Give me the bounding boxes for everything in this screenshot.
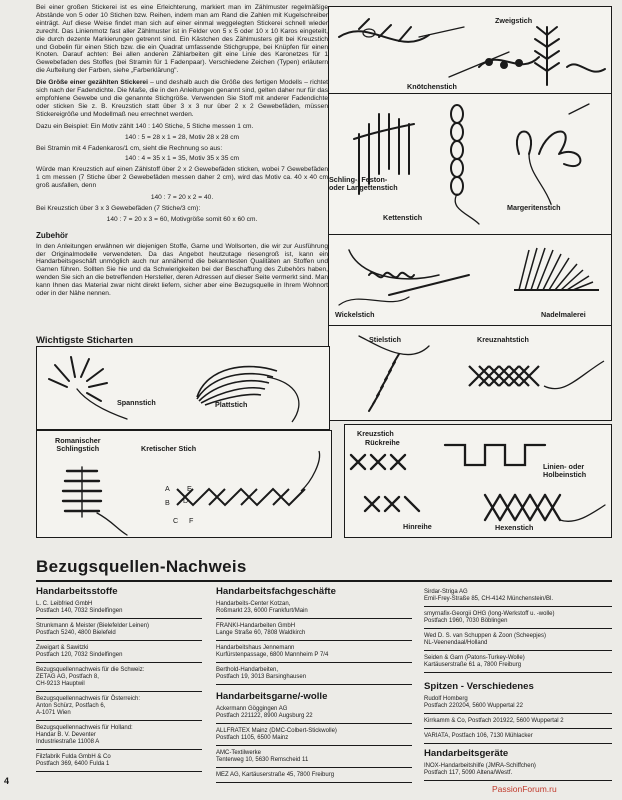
- address-line: Industriestraße 11008 A: [36, 739, 100, 745]
- address-entry: [216, 771, 412, 783]
- column-stoffe: [36, 588, 202, 775]
- address-line: A-1071 Wien: [36, 710, 71, 716]
- address-line: Postfach 220204, 5600 Wuppertal 22: [424, 703, 523, 709]
- address-line: Handarbeitshaus Jennemann: [216, 645, 295, 651]
- label-kettenstich: Kettenstich: [383, 213, 423, 222]
- address-line: Bezugsquellennachweis für Holland:: [36, 725, 133, 731]
- heading-spitzen: Spitzen - Verschiedenes: [424, 681, 534, 692]
- address-line: Sirdar-Striga AG: [424, 589, 468, 595]
- address-entry: [424, 717, 612, 729]
- address-entry: [36, 666, 202, 692]
- address-line: Postfach 1105, 6500 Mainz: [216, 735, 289, 741]
- example-1-calc: 140 : 5 = 28 x 1 = 28, Motiv 28 x 28 cm: [125, 133, 239, 141]
- example-4: Bei Kreuzstich über 3 x 3 Gewebefäden (7 Stiche/3 cm):: [36, 204, 201, 212]
- address-entry: [424, 588, 612, 607]
- address-entry: [36, 600, 202, 619]
- panel-roman-kretisch: [36, 430, 332, 538]
- entries-stoffe: [36, 600, 202, 772]
- column-fachgeschaefte: [216, 588, 412, 786]
- column-verschiedenes: [424, 588, 612, 784]
- address-line: ZETAG AG, Postfach 8,: [36, 674, 99, 680]
- address-entry: [216, 622, 412, 641]
- entries-garne-wolle: [216, 705, 412, 783]
- address-line: Anton Schürz, Postfach 6,: [36, 703, 106, 709]
- address-line: Handarbeits-Center Kotzan,: [216, 601, 291, 607]
- label-spannstich: Spannstich: [117, 398, 156, 407]
- address-line: Roßmarkt 23, 6000 Frankfurt/Main: [216, 608, 308, 614]
- example-3-calc: 140 : 7 = 20 x 2 = 40.: [150, 194, 214, 202]
- address-entry: [424, 654, 612, 673]
- address-entry: [36, 644, 202, 663]
- watermark: PassionForum.ru: [492, 784, 557, 794]
- address-line: Berthold-Handarbeiten,: [216, 667, 279, 673]
- address-line: ALLFRATEX Mainz (DMC-Colbert-Stickwolle): [216, 728, 337, 734]
- page-number: 4: [4, 776, 10, 786]
- address-entry: [36, 753, 202, 772]
- address-line: L. C. Leibfried GmbH: [36, 601, 93, 607]
- label-letter-c: C: [173, 516, 179, 525]
- address-line: Postfach 120, 7032 Sindelfingen: [36, 652, 123, 658]
- address-line: Postfach 369, 6400 Fulda 1: [36, 761, 110, 767]
- label-knoetchenstich: Knötchenstich: [407, 82, 457, 91]
- example-4-calc: 140 : 7 = 20 x 3 = 60, Motivgröße somit 60 x 60 cm.: [106, 215, 258, 223]
- address-line: Postfach 117, 5090 Altena/Westf.: [424, 770, 513, 776]
- address-line: Kartäuserstraße 61 a, 7800 Freiburg: [424, 662, 522, 668]
- address-line: VARIATA, Postfach 106, 7130 Mühlacker: [424, 733, 533, 739]
- address-entry: [216, 749, 412, 768]
- address-entry: [216, 727, 412, 746]
- label-nadelmalerei: Nadelmalerei: [541, 310, 586, 319]
- heading-handarbeitsgeraete: Handarbeitsgeräte: [424, 748, 509, 759]
- address-entry: [36, 724, 202, 750]
- address-entry: [424, 610, 612, 629]
- address-entry: [424, 695, 612, 714]
- example-2-calc: 140 : 4 = 35 x 1 = 35, Motiv 35 x 35 cm: [125, 155, 239, 163]
- address-line: FRANKI-Handarbeiten GmbH: [216, 623, 296, 629]
- address-line: AMC-Textilwerke: [216, 750, 262, 756]
- address-line: Strunkmann & Meister (Bielefelder Leinen): [36, 623, 150, 629]
- label-kreuzstich: Kreuzstich: [357, 429, 394, 438]
- sticharten-heading: Wichtigste Sticharten: [36, 335, 134, 346]
- label-holbeinstich: Linien- oder Holbeinstich: [543, 462, 587, 479]
- heading-fachgeschaefte: Handarbeitsfachgeschäfte: [216, 586, 336, 597]
- panel-wickel-nadelmalerei: [328, 234, 612, 326]
- address-line: Postfach 140, 7032 Sindelfingen: [36, 608, 123, 614]
- address-entry: [216, 644, 412, 663]
- label-stielstich: Stielstich: [369, 335, 401, 344]
- panel-spann-platt: [36, 346, 330, 430]
- address-line: Postfach 5240, 4800 Bielefeld: [36, 630, 116, 636]
- label-hinreihe: Hinreihe: [403, 522, 432, 531]
- address-line: Seiden & Garn (Patons-Turkey-Wolle): [424, 655, 525, 661]
- label-wickelstich: Wickelstich: [335, 310, 375, 319]
- address-line: Ackermann Göggingen AG: [216, 706, 288, 712]
- address-line: MEZ AG, Kartäuserstraße 45, 7800 Freiburg: [216, 772, 335, 778]
- label-plattstich: Plattstich: [215, 400, 248, 409]
- label-hexenstich: Hexenstich: [495, 523, 534, 532]
- address-entry: [216, 705, 412, 724]
- address-line: Filzfabrik Fulda GmbH & Co: [36, 754, 111, 760]
- label-kretischer-stich: Kretischer Stich: [141, 444, 197, 453]
- zubehoer-text: In den Anleitungen erwähnen wir diejenigen Stoffe, Garne und Wollsorten, die wir zur Ausführung der Originalmodelle verwendeten. Da das Angebot heutzutage riesengroß ist, kann ein Handarbeitsgeschäft unmöglich auch nur annähernd die bekanntesten Qualitäten an Stoffen und Garnen führen. Sollten Sie hie und da Schwierigkeiten bei der Beschaffung des Zubehörs haben, wenden Sie sich an die betreffenden Hersteller, deren Adressen auf dieser Seite vermerkt sind. Man kann Ihnen das Material zwar nicht direkt liefern, sicher aber eine Bezugsquelle in Ihrem Wohnort oder in der Nähe nennen.: [36, 242, 328, 298]
- address-line: Postfach 1960, 7030 Böblingen: [424, 618, 508, 624]
- address-line: CH-9213 Hauptwil: [36, 681, 85, 687]
- address-line: Emil-Frey-Straße 85, CH-4142 Münchenstein/Bl.: [424, 596, 554, 602]
- address-line: Postfach 19, 3013 Barsinghausen: [216, 674, 307, 680]
- intro-text: [36, 4, 328, 302]
- label-romanischer-schlingstich: Romanischer Schlingstich: [55, 436, 101, 453]
- address-line: Wed D. S. van Schuppen & Zoon (Scheepjes): [424, 633, 546, 639]
- address-line: NL-Veenendaal/Holland: [424, 640, 488, 646]
- address-entry: [36, 622, 202, 641]
- zweig-knoetchen-illustration: [329, 7, 611, 93]
- example-1: Dazu ein Beispiel: Ein Motiv zählt 140 : 140 Stiche, 5 Stiche messen 1 cm.: [36, 122, 254, 130]
- address-entry: [36, 695, 202, 721]
- label-zweigstich: Zweigstich: [495, 16, 533, 25]
- schling-ketten-margeriten-illustration: [329, 94, 611, 234]
- address-entry: [424, 762, 612, 781]
- size-text: – und deshalb auch die Größe des fertigen Modells – richtet sich nach der Fadendichte. Die Maße, die in den Anleitungen genannt sind, gelten daher nur für das empfohlene Gewebe und die genannte Stichgröße. Verwenden Sie Stoff mit anderer Fadendichte oder sticken Sie z. B. Kreuzstich statt über 3 x 3 nur über 2 x 2 Gewebefäden, müssen Stickereigröße und Modellmaß neu errechnet werden.: [36, 79, 329, 118]
- zubehoer-heading: Zubehör: [36, 230, 68, 240]
- address-entry: [424, 632, 612, 651]
- label-letter-e: E: [187, 484, 192, 493]
- address-line: Zweigart & Sawitzki: [36, 645, 89, 651]
- address-line: Handar B. V. Deventer: [36, 732, 96, 738]
- entries-fachgeschaefte: [216, 600, 412, 685]
- address-line: Kurfürstenpassage, 6800 Mannheim P 7/4: [216, 652, 329, 658]
- address-entry: [424, 732, 612, 744]
- address-line: Lange Straße 60, 7808 Waldkirch: [216, 630, 306, 636]
- address-line: Kirrkamm & Co, Postfach 201922, 5600 Wuppertal 2: [424, 718, 564, 724]
- entries-handarbeitsgeraete: [424, 762, 612, 781]
- address-line: Bezugsquellennachweis für Österreich:: [36, 696, 141, 702]
- main-title: Bezugsquellen-Nachweis: [36, 557, 247, 576]
- address-line: smyrnafix-Georgii OHG (long-Werkstoff u. -wolle): [424, 611, 555, 617]
- intro-paragraph-1: Bei einer großen Stickerei ist es eine Erleichterung, markiert man im Zählmuster regelmäßige Abstände von 5 oder 10 Stichen bzw. Reihen, indem man am Rand die Zahlen mit Kugelschreiber einträgt. Auf diese Weise findet man sich auf einer einmal weggelegten Stickerei schnell wieder zurecht. Das Linienmotz fast aller Zählmuster ist in Felder von 5 x 5 oder 10 x 10 Karos eingeteilt, die durch dezente Markierungen getrennt sind. Ein Kästchen des Zählmusters gilt bei Kreuzstich und Gobelin für einen Stich bzw. die ein Quadrat umfassende Stichgruppe, bei Knüpfen für einen Knoten. Darauf achten: Bei allen anderen Zählarbeiten gilt eine Linie des Karonetzes für 1 Gewebefaden des Stoffes (bei Stramin für 1 Fadenpaar). Verschiedene Zeichen (Typen) erläutern die Aufteilung der Farben, siehe „Farberklärung".: [36, 4, 328, 75]
- heading-garne-wolle: Handarbeitsgarne/-wolle: [216, 691, 328, 702]
- address-entry: [216, 666, 412, 685]
- address-line: Tenterweg 10, 5630 Remscheid 11: [216, 757, 309, 763]
- panel-stiel-kreuznaht: [328, 325, 612, 421]
- label-letter-a: A: [165, 484, 170, 493]
- label-letter-f: F: [189, 516, 194, 525]
- example-2: Bei Stramin mit 4 Fadenkaros/1 cm, sieht die Rechnung so aus:: [36, 144, 223, 152]
- label-rueckreihe: Rückreihe: [365, 438, 400, 447]
- spann-platt-illustration: [37, 347, 329, 429]
- panel-zweig-knoetchen: [328, 6, 612, 94]
- address-line: INOX-Handarbeitshilfe (JMRA-Schiffchen): [424, 763, 536, 769]
- panel-schling-ketten-margeriten: [328, 93, 612, 235]
- label-letter-b: B: [165, 498, 170, 507]
- heading-handarbeitsstoffe: Handarbeitsstoffe: [36, 586, 118, 597]
- panel-kreuz-holbein-hexen: [344, 424, 612, 538]
- entries-spitzen: [424, 695, 612, 744]
- entries-garne-continued: [424, 588, 612, 673]
- intro-paragraph-2: [36, 79, 328, 119]
- address-line: Bezugsquellennachweis für die Schweiz:: [36, 667, 145, 673]
- address-line: Postfach 221122, 8900 Augsburg 22: [216, 713, 313, 719]
- label-kreuznahtstich: Kreuznahtstich: [477, 335, 529, 344]
- label-schlingstich: Schling-, Feston- oder Langettenstich: [329, 175, 398, 192]
- label-letter-d: D: [183, 496, 189, 505]
- example-3: Würde man Kreuzstich auf einen Zählstoff über 2 x 2 Gewebefäden sticken, wobei 7 Gewebefäden 1 cm messen (7 Stiche über 2 Gewebefäden messen daher 2 cm), wird das Motiv ca. 40 x 40 cm groß ausfallen, denn: [36, 166, 328, 190]
- size-heading: Die Größe einer gezählten Stickerei: [36, 79, 148, 87]
- address-entry: [216, 600, 412, 619]
- address-line: Rudolf Homberg: [424, 696, 468, 702]
- label-margeritenstich: Margeritenstich: [507, 203, 561, 212]
- title-rule: [36, 580, 612, 582]
